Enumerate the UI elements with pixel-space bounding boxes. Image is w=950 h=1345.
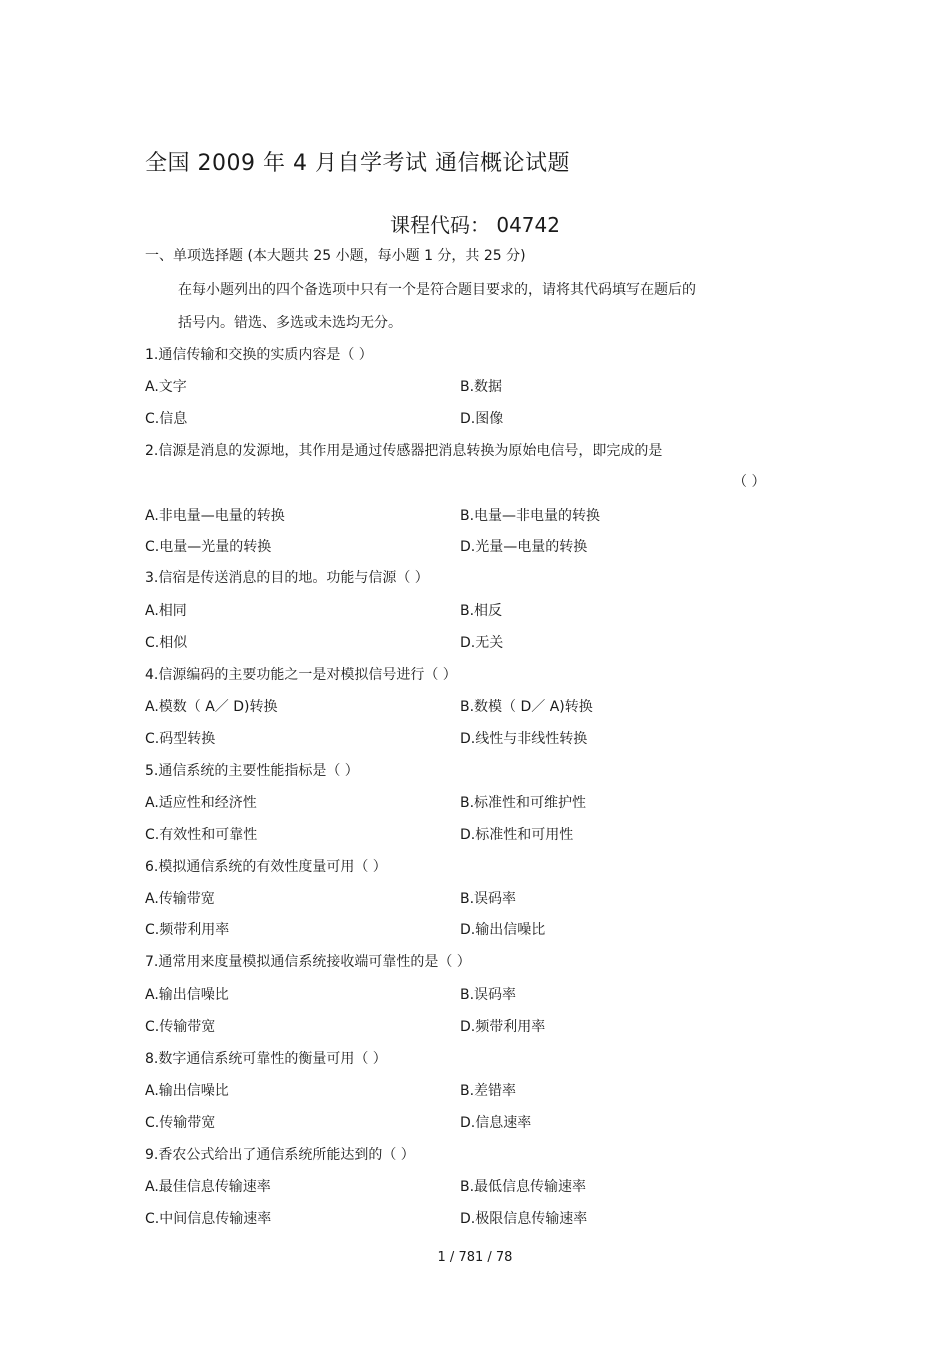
question-4-option-c: C.码型转换: [145, 731, 216, 747]
question-3-stem: 3.信宿是传送消息的目的地。功能与信源（ ）: [145, 570, 429, 586]
question-4-option-a: A.模数（ A／ D)转换: [145, 699, 278, 715]
question-5-option-c: C.有效性和可靠性: [145, 827, 258, 843]
question-1-option-c: C.信息: [145, 411, 188, 427]
question-7-stem: 7.通常用来度量模拟通信系统接收端可靠性的是（ ）: [145, 954, 471, 970]
question-6-stem: 6.模拟通信系统的有效性度量可用（ ）: [145, 859, 387, 875]
question-9-option-b: B.最低信息传输速率: [460, 1179, 587, 1195]
question-3-option-d: D.无关: [460, 635, 504, 651]
page-number: 1 / 781 / 78: [437, 1250, 513, 1265]
question-6-option-d: D.输出信噪比: [460, 922, 546, 938]
question-8-option-a: A.输出信噪比: [145, 1083, 229, 1099]
question-2-option-b: B.电量—非电量的转换: [460, 508, 601, 524]
question-5-option-d: D.标准性和可用性: [460, 827, 574, 843]
question-9-stem: 9.香农公式给出了通信系统所能达到的（ ）: [145, 1147, 415, 1163]
question-8-option-b: B.差错率: [460, 1083, 517, 1099]
question-3-option-a: A.相同: [145, 603, 187, 619]
question-5-option-a: A.适应性和经济性: [145, 795, 257, 811]
question-9-option-d: D.极限信息传输速率: [460, 1211, 588, 1227]
instruction-line-1: 在每小题列出的四个备选项中只有一个是符合题目要求的，请将其代码填写在题后的: [178, 282, 696, 298]
instruction-line-2: 括号内。错选、多选或未选均无分。: [178, 315, 402, 331]
question-7-option-b: B.误码率: [460, 987, 517, 1003]
question-1-option-d: D.图像: [460, 411, 504, 427]
question-1-option-a: A.文字: [145, 379, 187, 395]
question-8-option-d: D.信息速率: [460, 1115, 532, 1131]
question-8-stem: 8.数字通信系统可靠性的衡量可用（ ）: [145, 1051, 387, 1067]
question-1-option-b: B.数据: [460, 379, 503, 395]
question-3-option-c: C.相似: [145, 635, 188, 651]
question-2-option-d: D.光量—电量的转换: [460, 539, 588, 555]
question-4-stem: 4.信源编码的主要功能之一是对模拟信号进行（ ）: [145, 667, 457, 683]
question-3-option-b: B.相反: [460, 603, 503, 619]
question-2-option-c: C.电量—光量的转换: [145, 539, 272, 555]
question-2-answer-paren: （ ）: [733, 474, 766, 490]
question-4-option-b: B.数模（ D／ A)转换: [460, 699, 593, 715]
question-4-option-d: D.线性与非线性转换: [460, 731, 588, 747]
exam-title: 全国 2009 年 4 月自学考试 通信概论试题: [145, 151, 570, 176]
question-8-option-c: C.传输带宽: [145, 1115, 216, 1131]
question-6-option-a: A.传输带宽: [145, 891, 215, 907]
question-6-option-b: B.误码率: [460, 891, 517, 907]
question-7-option-d: D.频带利用率: [460, 1019, 546, 1035]
question-1-stem: 1.通信传输和交换的实质内容是（ ）: [145, 347, 373, 363]
question-6-option-c: C.频带利用率: [145, 922, 230, 938]
question-2-stem: 2.信源是消息的发源地，其作用是通过传感器把消息转换为原始电信号，即完成的是: [145, 443, 663, 459]
question-9-option-a: A.最佳信息传输速率: [145, 1179, 271, 1195]
question-5-stem: 5.通信系统的主要性能指标是（ ）: [145, 763, 359, 779]
question-2-option-a: A.非电量—电量的转换: [145, 508, 285, 524]
question-5-option-b: B.标准性和可维护性: [460, 795, 587, 811]
question-7-option-a: A.输出信噪比: [145, 987, 229, 1003]
section-heading: 一、单项选择题 (本大题共 25 小题，每小题 1 分，共 25 分): [145, 248, 526, 264]
course-code: 课程代码： 04742: [390, 213, 560, 237]
question-9-option-c: C.中间信息传输速率: [145, 1211, 272, 1227]
question-7-option-c: C.传输带宽: [145, 1019, 216, 1035]
